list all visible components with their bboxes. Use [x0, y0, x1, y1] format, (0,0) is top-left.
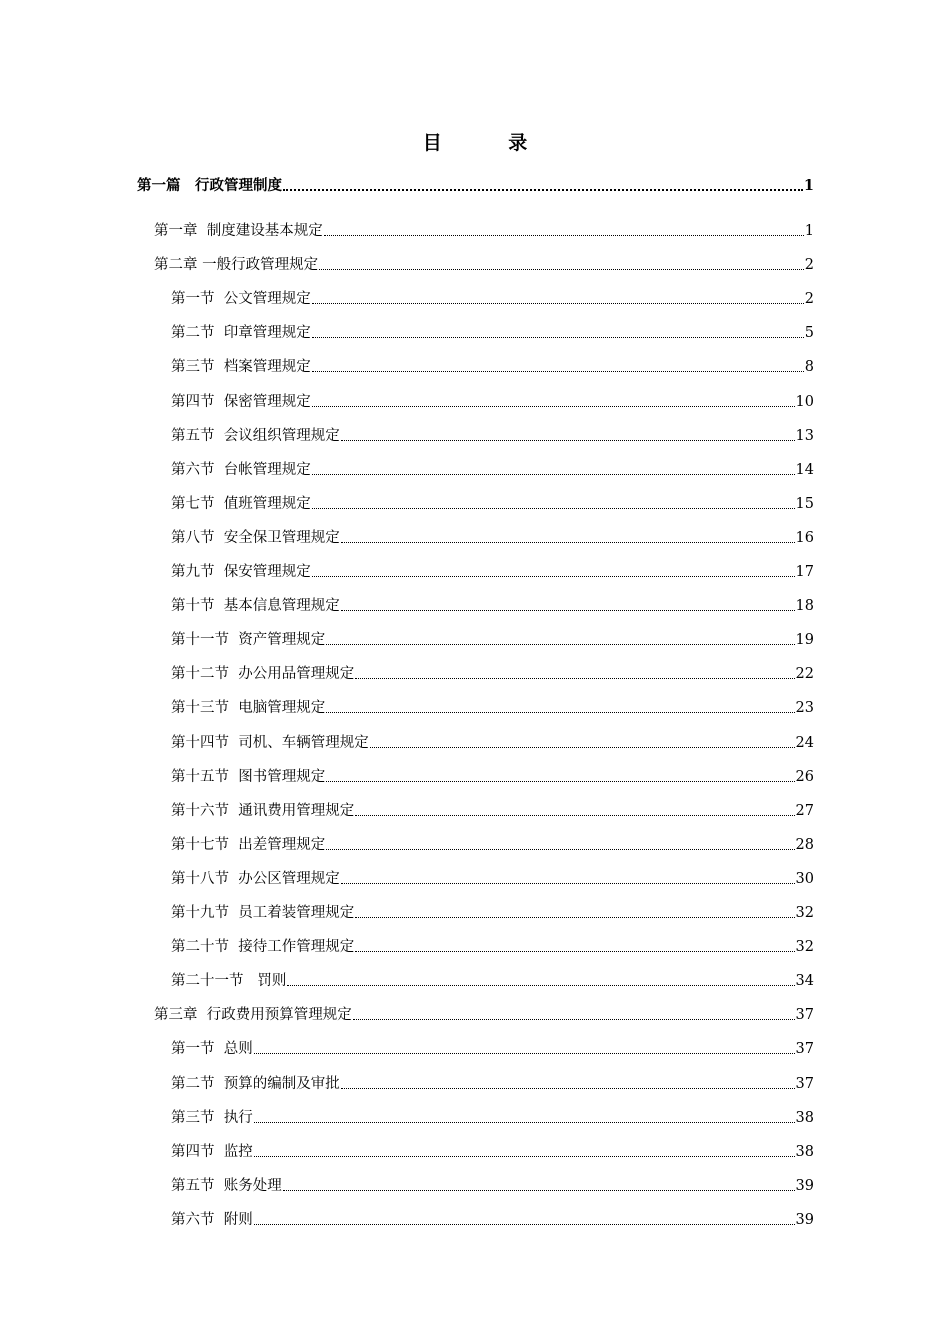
toc-section-entry[interactable] — [171, 626, 814, 650]
toc-section-entry[interactable] — [171, 694, 814, 718]
dot-leader — [312, 575, 795, 577]
toc-entry-label: 第五节 账务处理 — [171, 1177, 282, 1194]
dot-leader — [312, 507, 795, 509]
page-title: 目 录 — [422, 132, 558, 154]
toc-entry-page-number: 13 — [795, 427, 814, 444]
toc-part-entry[interactable] — [137, 172, 814, 196]
dot-leader — [312, 370, 804, 372]
toc-entry-page-number: 39 — [795, 1177, 814, 1194]
toc-entry-page-number: 19 — [795, 632, 814, 649]
toc-entry-page-number: 32 — [795, 905, 814, 921]
toc-entry-label: 第五节 会议组织管理规定 — [171, 427, 340, 444]
toc-entry-label: 第十三节 电脑管理规定 — [171, 700, 326, 717]
toc-entry-page-number: 14 — [795, 461, 814, 478]
dot-leader — [254, 1223, 795, 1225]
toc-entry-page-number: 30 — [795, 870, 814, 887]
dot-leader — [254, 1121, 795, 1123]
toc-section-entry[interactable] — [171, 865, 814, 889]
dot-leader — [341, 439, 795, 441]
toc-entry-label: 第二十节 接待工作管理规定 — [171, 939, 355, 956]
toc-section-entry[interactable] — [171, 353, 814, 377]
toc-entry-page-number: 1 — [803, 177, 814, 194]
dot-leader — [319, 268, 804, 270]
dot-leader — [355, 950, 794, 952]
toc-section-entry[interactable] — [171, 592, 814, 616]
toc-section-entry[interactable] — [171, 319, 814, 343]
toc-section-entry[interactable] — [171, 729, 814, 753]
dot-leader — [324, 234, 804, 236]
toc-entry-label: 第二十一节 罚则 — [171, 973, 287, 990]
dot-leader — [283, 1189, 795, 1191]
toc-entry-label: 第八节 安全保卫管理规定 — [171, 529, 340, 546]
toc-chapter-entry[interactable] — [154, 217, 814, 241]
toc-entry-page-number: 2 — [804, 291, 814, 308]
toc-entry-label: 第十一节 资产管理规定 — [171, 632, 326, 649]
toc-entry-label: 第三章 行政费用预算管理规定 — [154, 1007, 352, 1024]
toc-entry-page-number: 24 — [795, 734, 814, 751]
toc-entry-label: 第七节 值班管理规定 — [171, 495, 311, 512]
toc-entry-label: 第十四节 司机、车辆管理规定 — [171, 734, 369, 751]
toc-entry-page-number: 34 — [795, 973, 814, 990]
dot-leader — [341, 1087, 795, 1089]
toc-section-entry[interactable] — [171, 1206, 814, 1230]
toc-entry-page-number: 37 — [795, 1075, 814, 1092]
toc-chapter-entry[interactable] — [154, 1001, 814, 1025]
dot-leader — [355, 916, 794, 918]
toc-section-entry[interactable] — [171, 933, 814, 957]
toc-entry-label: 第十七节 出差管理规定 — [171, 836, 326, 853]
toc-entry-label: 第十节 基本信息管理规定 — [171, 598, 340, 615]
dot-leader — [312, 302, 804, 304]
dot-leader — [326, 780, 794, 782]
dot-leader — [312, 336, 804, 338]
dot-leader — [370, 746, 795, 748]
toc-entry-page-number: 39 — [795, 1211, 814, 1228]
dot-leader — [353, 1018, 795, 1020]
toc-entry-page-number: 23 — [795, 700, 814, 717]
toc-entry-page-number: 15 — [795, 495, 814, 512]
toc-section-entry[interactable] — [171, 1172, 814, 1196]
dot-leader — [326, 643, 794, 645]
toc-entry-page-number: 26 — [795, 768, 814, 785]
toc-entry-page-number: 22 — [795, 666, 814, 683]
dot-leader — [355, 814, 794, 816]
toc-entry-label: 第四节 监控 — [171, 1143, 253, 1160]
toc-entry-page-number: 8 — [804, 359, 814, 376]
toc-chapter-entry[interactable] — [154, 251, 814, 275]
toc-entry-label: 第六节 附则 — [171, 1211, 253, 1228]
toc-section-entry[interactable] — [171, 490, 814, 514]
toc-entry-page-number: 38 — [795, 1143, 814, 1160]
dot-leader — [341, 882, 795, 884]
toc-section-entry[interactable] — [171, 660, 814, 684]
toc-entry-page-number: 37 — [795, 1007, 814, 1024]
toc-section-entry[interactable] — [171, 524, 814, 548]
toc-section-entry[interactable] — [171, 1070, 814, 1094]
toc-section-entry[interactable] — [171, 456, 814, 480]
toc-section-entry[interactable] — [171, 831, 814, 855]
dot-leader — [254, 1052, 795, 1054]
toc-entry-page-number: 5 — [804, 325, 814, 342]
toc-entry-label: 第十九节 员工着装管理规定 — [171, 905, 355, 921]
toc-entry-page-number: 38 — [795, 1109, 814, 1126]
dot-leader — [283, 188, 803, 191]
toc-entry-page-number: 10 — [795, 393, 814, 410]
toc-section-entry[interactable] — [171, 1104, 814, 1128]
toc-entry-label: 第十六节 通讯费用管理规定 — [171, 802, 355, 819]
dot-leader — [341, 609, 795, 611]
toc-section-entry[interactable] — [171, 1138, 814, 1162]
toc-entry-label: 第二节 预算的编制及审批 — [171, 1075, 340, 1092]
toc-entry-page-number: 17 — [795, 564, 814, 580]
dot-leader — [312, 405, 795, 407]
dot-leader — [287, 984, 794, 986]
toc-entry-label: 第一节 公文管理规定 — [171, 291, 311, 308]
toc-entry-page-number: 18 — [795, 598, 814, 615]
dot-leader — [254, 1155, 795, 1157]
toc-section-entry[interactable] — [171, 797, 814, 821]
toc-entry-page-number: 16 — [795, 529, 814, 546]
toc-entry-page-number: 2 — [804, 257, 814, 274]
toc-section-entry[interactable] — [171, 1035, 814, 1059]
dot-leader — [326, 848, 794, 850]
toc-section-entry[interactable] — [171, 763, 814, 787]
dot-leader — [326, 711, 794, 713]
dot-leader — [355, 677, 794, 679]
toc-entry-label: 第二章 一般行政管理规定 — [154, 257, 319, 274]
toc-entry-label: 第一节 总则 — [171, 1041, 253, 1058]
toc-entry-label: 第十二节 办公用品管理规定 — [171, 666, 355, 683]
toc-entry-label: 第一篇 行政管理制度 — [137, 177, 282, 194]
toc-entry-label: 第十五节 图书管理规定 — [171, 768, 326, 785]
toc-entry-label: 第六节 台帐管理规定 — [171, 461, 311, 478]
toc-entry-label: 第九节 保安管理规定 — [171, 564, 311, 580]
toc-entry-page-number: 28 — [795, 836, 814, 853]
toc-entry-label: 第十八节 办公区管理规定 — [171, 870, 340, 887]
toc-entry-page-number: 27 — [795, 802, 814, 819]
toc-section-entry[interactable] — [171, 422, 814, 446]
toc-entry-page-number: 32 — [795, 939, 814, 956]
toc-section-entry[interactable] — [171, 285, 814, 309]
dot-leader — [312, 473, 795, 475]
toc-entry-label: 第四节 保密管理规定 — [171, 393, 311, 410]
toc-section-entry[interactable] — [171, 899, 814, 923]
toc-section-entry[interactable] — [171, 388, 814, 412]
toc-entry-page-number: 1 — [804, 223, 814, 239]
toc-entry-label: 第二节 印章管理规定 — [171, 325, 311, 342]
toc-entry-label: 第一章 制度建设基本规定 — [154, 223, 323, 239]
toc-entry-page-number: 37 — [795, 1041, 814, 1058]
toc-entry-label: 第三节 档案管理规定 — [171, 359, 311, 376]
toc-entry-label: 第三节 执行 — [171, 1109, 253, 1126]
dot-leader — [341, 541, 795, 543]
toc-section-entry[interactable] — [171, 558, 814, 582]
toc-section-entry[interactable] — [171, 967, 814, 991]
